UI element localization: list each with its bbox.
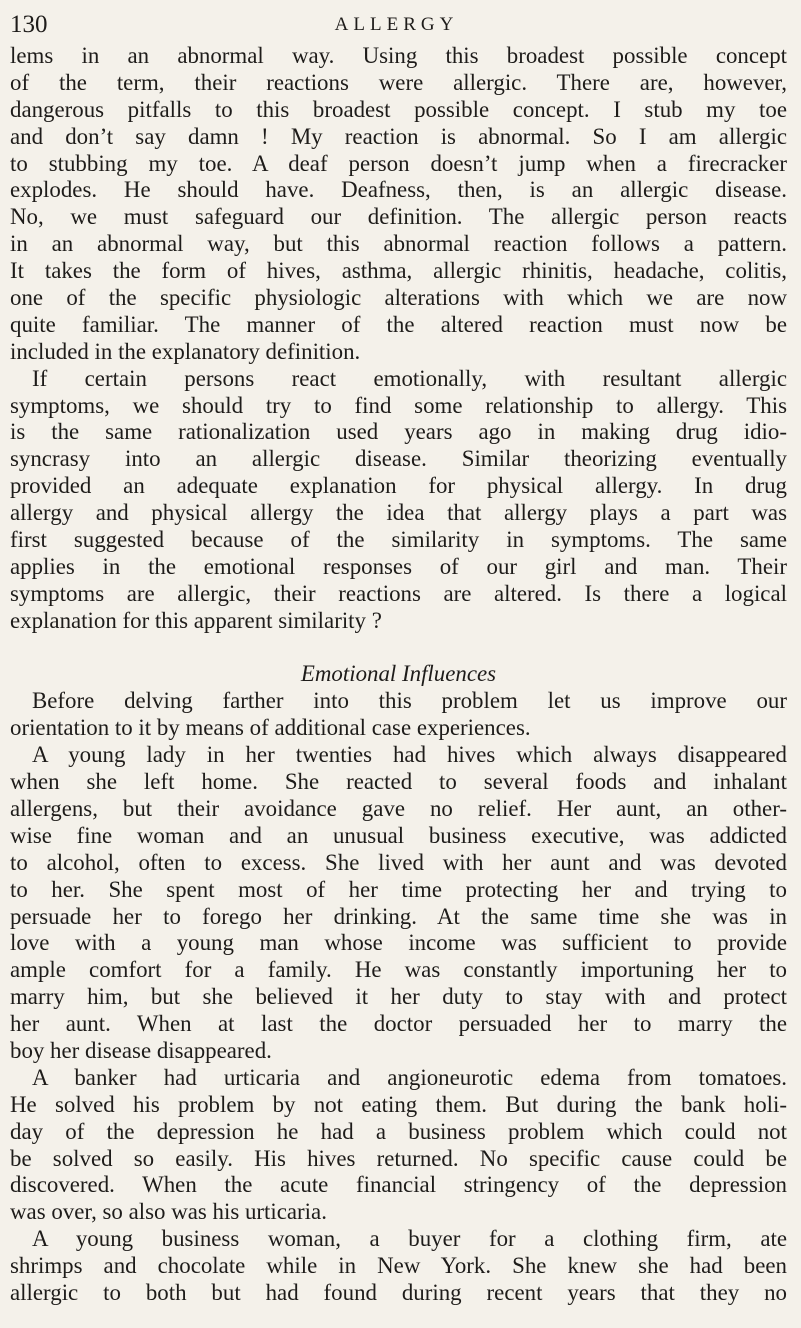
text-line: is the same rationalization used years ago in making drug idio- bbox=[10, 419, 787, 445]
text-line: provided an adequate explanation for physical allergy. In drug bbox=[10, 473, 787, 499]
text-line: allergic to both but had found during recent years that they no bbox=[10, 1279, 787, 1305]
text-line: one of the specific physiologic alterations with which we are now bbox=[10, 285, 787, 311]
paragraph bbox=[10, 43, 787, 366]
running-head bbox=[10, 10, 783, 40]
paragraph bbox=[10, 366, 787, 635]
text-line: Before delving farther into this problem let us improve our bbox=[32, 688, 787, 714]
text-line: A young business woman, a buyer for a clothing firm, ate bbox=[32, 1226, 787, 1252]
text-line: discovered. When the acute financial stringency of the depression bbox=[10, 1172, 787, 1198]
text-line: applies in the emotional responses of our girl and man. Their bbox=[10, 553, 787, 579]
text-line: No, we must safeguard our definition. The allergic person reacts bbox=[10, 204, 787, 230]
paragraph bbox=[10, 1065, 787, 1226]
paragraph bbox=[10, 688, 787, 742]
section-heading: Emotional Influences bbox=[300, 661, 497, 687]
text-line: A young lady in her twenties had hives which always disappeared bbox=[32, 742, 787, 768]
text-line: persuade her to forego her drinking. At the same time she was in bbox=[10, 903, 787, 929]
paragraph bbox=[10, 742, 787, 1065]
text-line: boy her disease disappeared. bbox=[10, 1037, 272, 1063]
spacer bbox=[10, 635, 787, 662]
text-line: symptoms, we should try to find some relationship to allergy. This bbox=[10, 392, 787, 418]
text-line: was over, so also was his urticaria. bbox=[10, 1199, 327, 1225]
text-line: allergens, but their avoidance gave no relief. Her aunt, an other- bbox=[10, 795, 787, 821]
text-line: first suggested because of the similarity in symptoms. The same bbox=[10, 527, 787, 553]
text-line: her aunt. When at last the doctor persuaded her to marry the bbox=[10, 1011, 787, 1037]
text-line: when she left home. She reacted to several foods and inhalant bbox=[10, 769, 787, 795]
text-line: of the term, their reactions were allergic. There are, however, bbox=[10, 69, 787, 95]
text-line: and don’t say damn ! My reaction is abnormal. So I am allergic bbox=[10, 123, 787, 149]
text-line: to stubbing my toe. A deaf person doesn’t jump when a firecracker bbox=[10, 150, 787, 176]
body-text bbox=[10, 43, 787, 1307]
text-line: to her. She spent most of her time protecting her and trying to bbox=[10, 876, 787, 902]
text-line: A banker had urticaria and angioneurotic edema from tomatoes. bbox=[32, 1064, 787, 1090]
text-line: syncrasy into an allergic disease. Similar theorizing eventually bbox=[10, 446, 787, 472]
text-line: symptoms are allergic, their reactions are altered. Is there a logical bbox=[10, 580, 787, 606]
running-title: ALLERGY bbox=[334, 14, 459, 35]
text-line: in an abnormal way, but this abnormal reaction follows a pattern. bbox=[10, 231, 787, 257]
text-line: love with a young man whose income was sufficient to provide bbox=[10, 930, 787, 956]
text-line: day of the depression he had a business problem which could not bbox=[10, 1118, 787, 1144]
text-line: explodes. He should have. Deafness, then, is an allergic disease. bbox=[10, 177, 787, 203]
text-line: If certain persons react emotionally, with resultant allergic bbox=[32, 365, 787, 391]
text-line: He solved his problem by not eating them. But during the bank holi- bbox=[10, 1091, 787, 1117]
text-line: shrimps and chocolate while in New York. She knew she had been bbox=[10, 1253, 787, 1279]
paragraph bbox=[10, 1226, 787, 1307]
text-line: explanation for this apparent similarity ? bbox=[10, 607, 382, 633]
text-line: allergy and physical allergy the idea that allergy plays a part was bbox=[10, 500, 787, 526]
text-line: marry him, but she believed it her duty to stay with and protect bbox=[10, 984, 787, 1010]
text-line: to alcohol, often to excess. She lived with her aunt and was devoted bbox=[10, 849, 787, 875]
page-number: 130 bbox=[10, 11, 48, 38]
text-line: wise fine woman and an unusual business executive, was addicted bbox=[10, 822, 787, 848]
text-line: be solved so easily. His hives returned. No specific cause could be bbox=[10, 1145, 787, 1171]
text-line: ample comfort for a family. He was constantly importuning her to bbox=[10, 957, 787, 983]
text-line: It takes the form of hives, asthma, allergic rhinitis, headache, colitis, bbox=[10, 258, 787, 284]
text-line: lems in an abnormal way. Using this broadest possible concept bbox=[10, 43, 787, 68]
text-line: dangerous pitfalls to this broadest possible concept. I stub my toe bbox=[10, 96, 787, 122]
text-line: included in the explanatory definition. bbox=[10, 338, 361, 364]
text-line: orientation to it by means of additional case experiences. bbox=[10, 715, 531, 741]
text-line: quite familiar. The manner of the altered reaction must now be bbox=[10, 311, 787, 337]
